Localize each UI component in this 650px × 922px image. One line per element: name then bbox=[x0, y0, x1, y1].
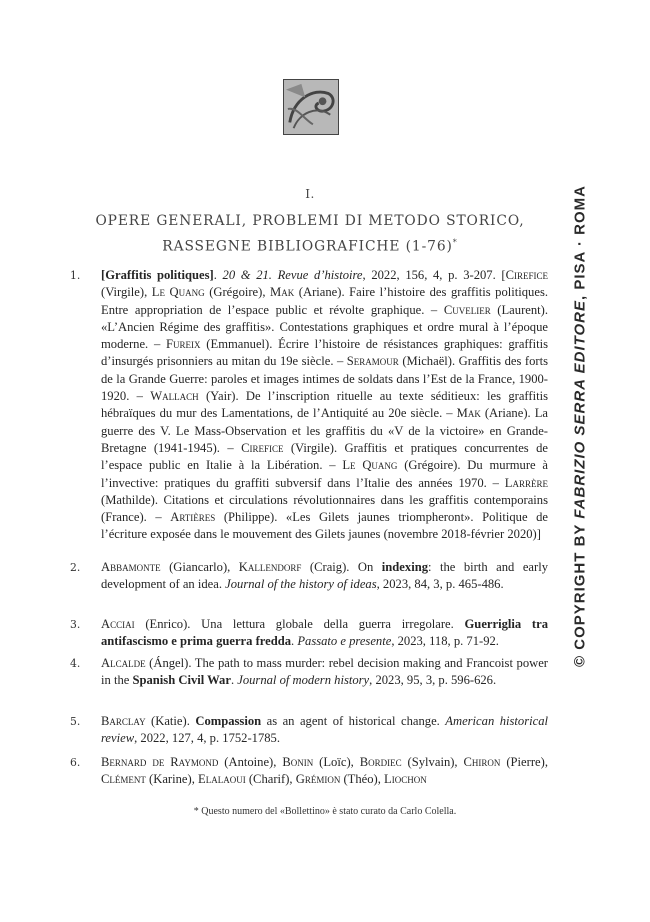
entry-number: 6. bbox=[70, 756, 81, 769]
section-number: I. bbox=[305, 187, 315, 201]
entry-text: Abbamonte (Giancarlo), Kallendorf (Craig). On indexing: the birth and early development of an idea. Journal of the history of ideas, 2023, 84, 3, p. 465-486. bbox=[101, 560, 548, 592]
footnote-mark: * bbox=[452, 238, 458, 247]
entry-text: Bernard de Raymond (Antoine), Bonin (Loïc), Bordiec (Sylvain), Chiron (Pierre), Clément (Karine), Elalaoui (Charif), Grémion (Théo), Liochon bbox=[101, 755, 548, 787]
footnote: * Questo numero del «Bollettino» è stato curato da Carlo Colella. bbox=[193, 806, 457, 817]
section-heading bbox=[80, 187, 540, 258]
entry-number: 1. bbox=[70, 269, 81, 282]
section-title-line-1: OPERE GENERALI, PROBLEMI DI METODO STORICO, bbox=[95, 213, 525, 229]
entry-number: 2. bbox=[70, 561, 81, 574]
entry-number: 3. bbox=[70, 618, 81, 631]
copyright-text: © COPYRIGHT BY FABRIZIO SERRA EDITORE, PISA · ROMA bbox=[571, 185, 589, 667]
entry-text: Barclay (Katie). Compassion as an agent of historical change. American historical review, 2022, 127, 4, p. 1752-1785. bbox=[101, 714, 548, 746]
section-title-line-2 bbox=[80, 232, 540, 258]
entry-number: 4. bbox=[70, 657, 81, 670]
entry-number: 5. bbox=[70, 715, 81, 728]
copyright-notice bbox=[565, 185, 595, 667]
section-title-text: RASSEGNE BIBLIOGRAFICHE (1-76) bbox=[162, 238, 453, 255]
entry-text: [Graffitis politiques]. 20 & 21. Revue d’histoire, 2022, 156, 4, p. 3-207. [Cirefice (Virgile), Le Quang (Grégoire), Mak (Ariane). Faire l’histoire des graffitis politiques. Entre appropriation de l’espace public et révolte graphique. – Cuvelier (Laurent). «L’Ancien Régime des graffitis». Contestations graphiques et ordre mural à l’époque moderne. – Fureix (Emmanuel). Écrire l’histoire de résistances graphiques: graffitis d’insurgés prisonniers au mitan du 19e siècle. – Seramour (Michaël). Graffitis des forts de la Grande Guerre: paroles et images intimes de soldats dans l’Est de la France, 1900-1920. – Wallach (Yair). De l’inscription rituelle au texte séditieux: les graffitis hébraïques du mur des Lamentations, de l’Antiquité au 20e siècle. – Mak (Ariane). La guerre des V. Le Mass-Observation et les graffitis du «V de la victoire» en Grande-Bretagne (1941-1945). – Cirefice (Virgile). Graffitis et pratiques concurrentes de l’espace public en Italie à la Libération. – Le Quang (Grégoire). Du murmure à l’invective: pratiques du graffiti subversif dans l’Italie des années 1970. – Larrère (Mathilde). Citations et circulations révolutionnaires dans les graffitis contemporains (France). – Artières (Philippe). «Les Gilets jaunes triompheront». Politique de l’écriture exposée dans le mouvement des Gilets jaunes (novembre 2018-février 2020)] bbox=[101, 268, 549, 542]
scroll-ornament-icon bbox=[284, 80, 338, 134]
decorative-vignette bbox=[283, 79, 339, 135]
entry-text: Acciai (Enrico). Una lettura globale della guerra irregolare. Guerriglia tra antifascismo e prima guerra fredda. Passato e presente, 2023, 118, p. 71-92. bbox=[101, 617, 548, 649]
entry-text: Alcalde (Ángel). The path to mass murder: rebel decision making and Francoist power in the Spanish Civil War. Journal of modern history, 2023, 95, 3, p. 596-626. bbox=[101, 656, 548, 688]
